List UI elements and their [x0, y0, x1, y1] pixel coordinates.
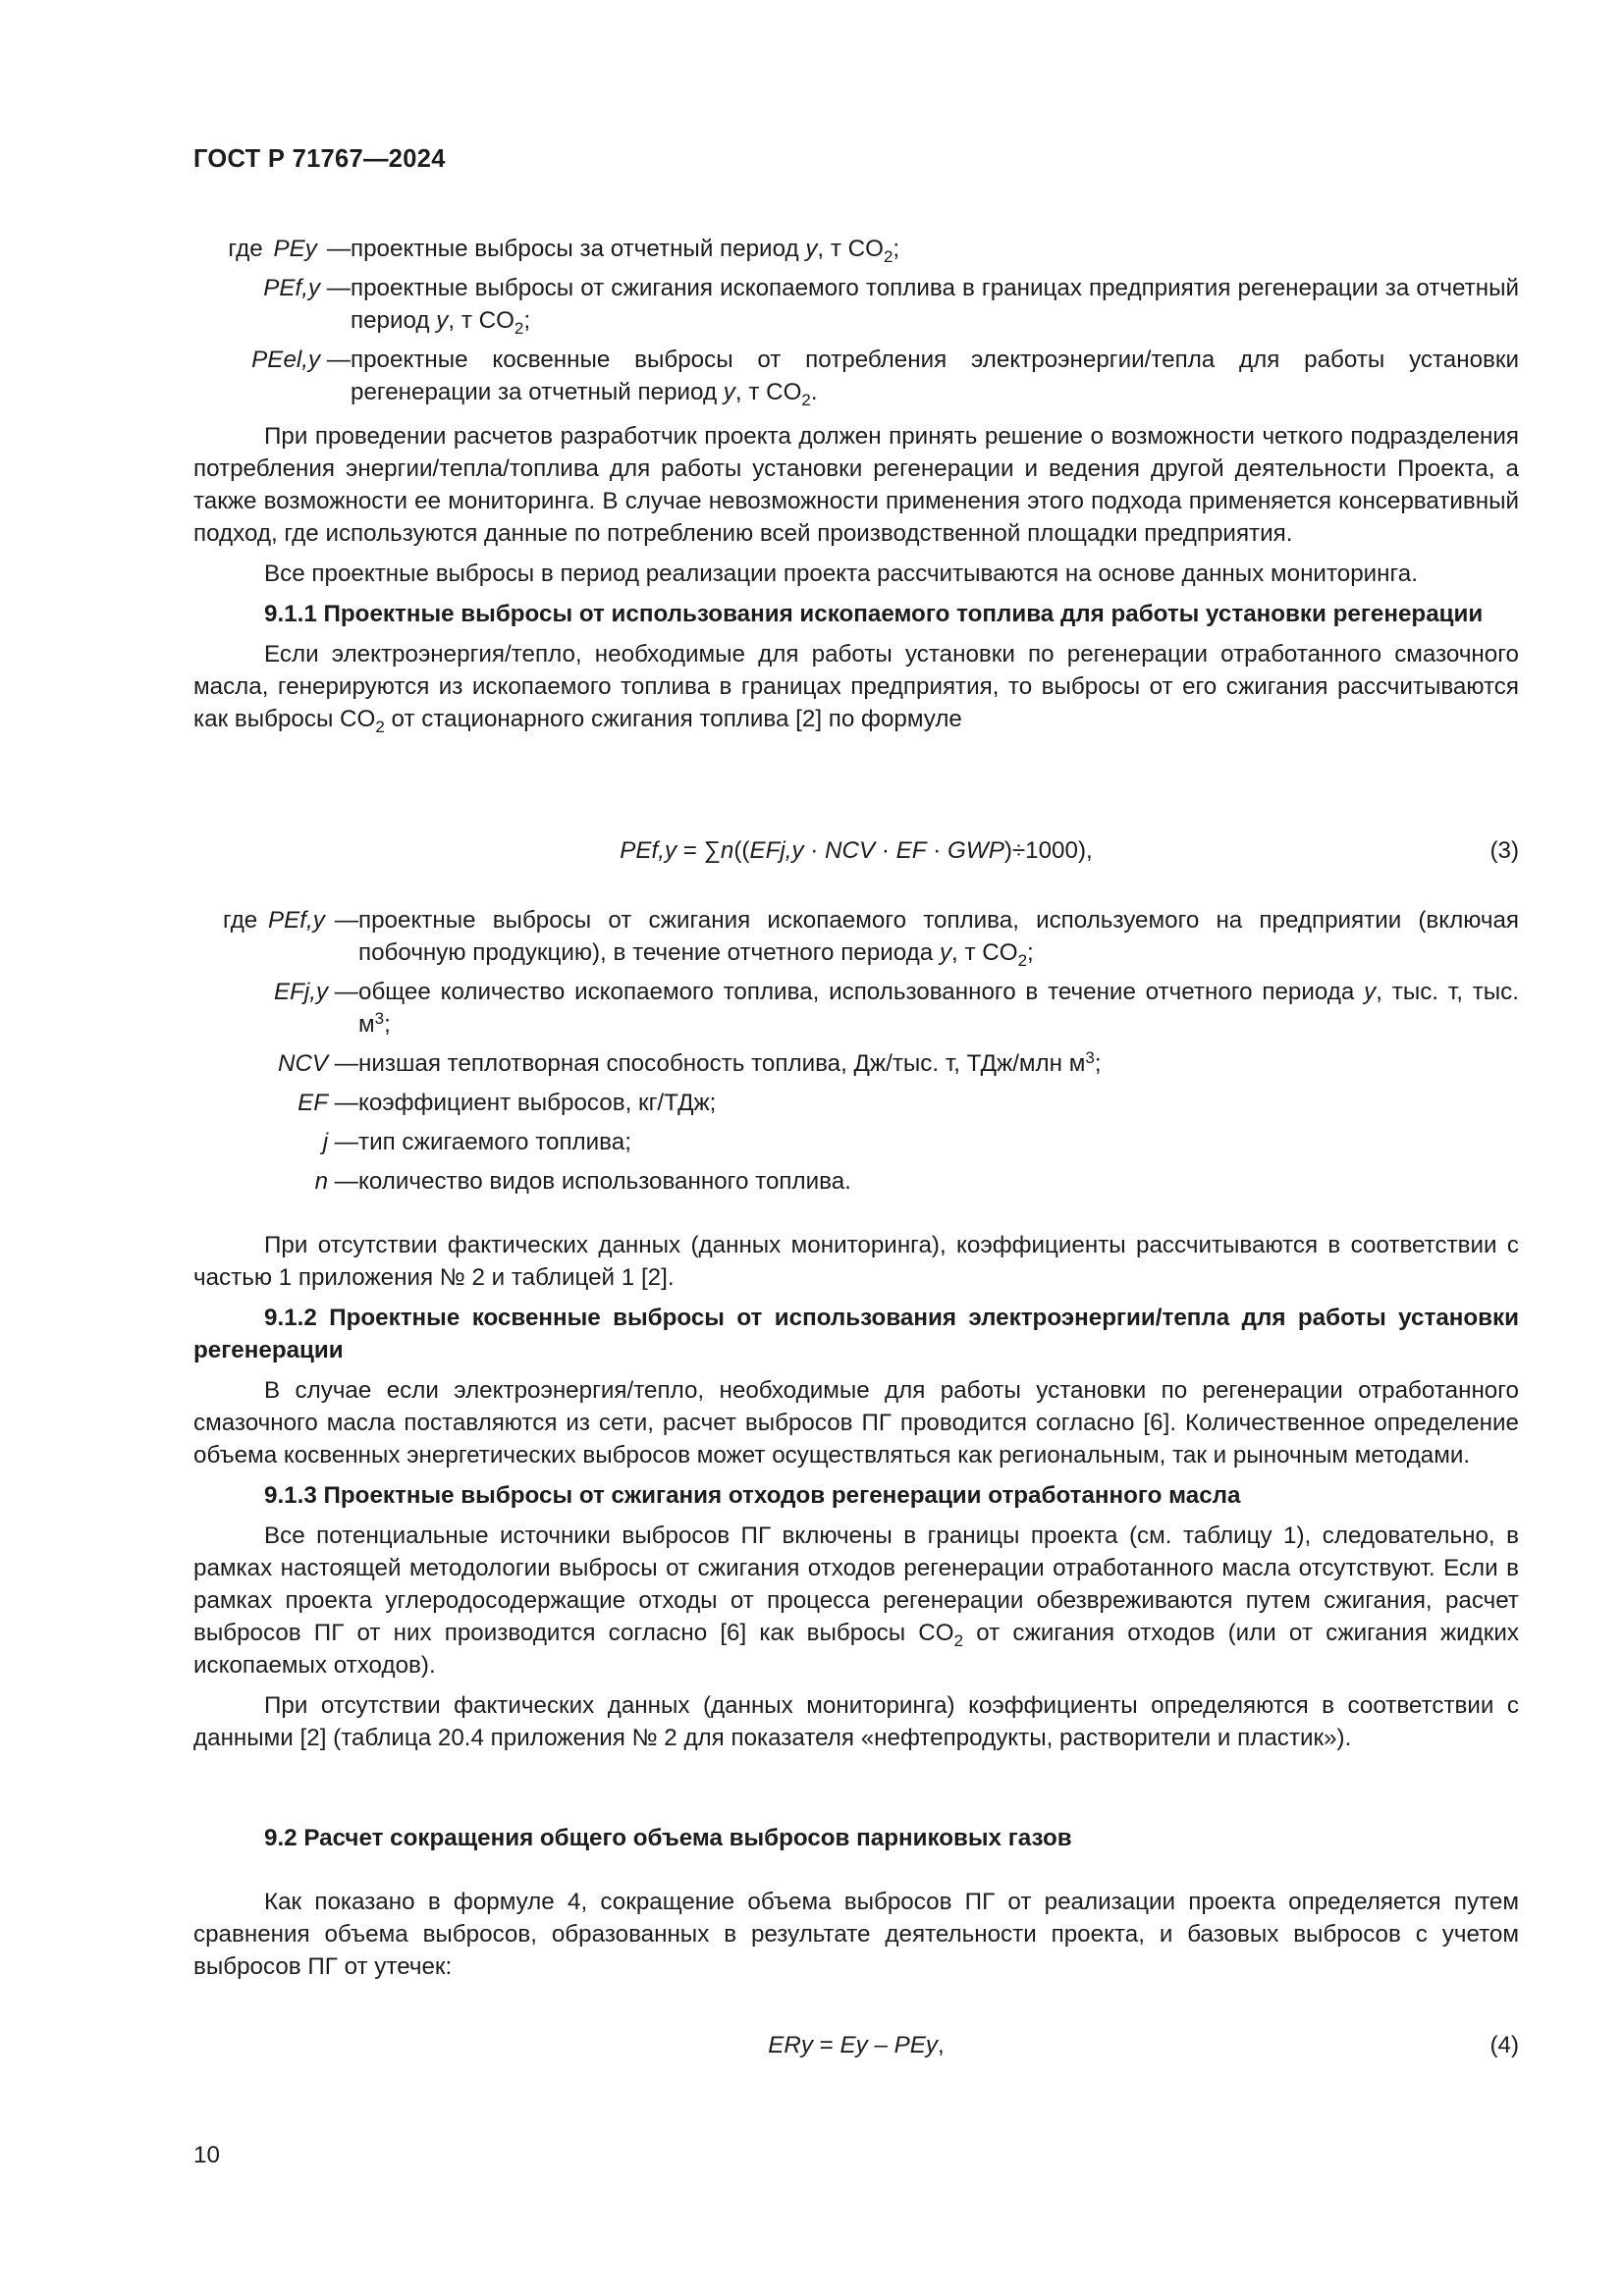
formula-expression: PEf,y = ∑n((EFj,y · NCV · EF · GWP)÷1000),	[620, 837, 1093, 864]
def-text: коэффициент выбросов, кг/ТДж;	[358, 1090, 717, 1116]
section-heading-9-1-3: 9.1.3 Проектные выбросы от сжигания отходов регенерации отработанного масла	[264, 1482, 1241, 1509]
formula-number: (4)	[1489, 2032, 1519, 2058]
section-heading-9-1-1: 9.1.1 Проектные выбросы от использования ископаемого топлива для работы установки регенерации	[264, 601, 1484, 627]
standard-title: ГОСТ Р 71767—2024	[193, 145, 446, 173]
def-symbol: EF —	[298, 1090, 358, 1116]
section-heading-9-1-2: 9.1.2 Проектные косвенные выбросы от использования электроэнергии/тепла для работы установки регенерации	[193, 1305, 1519, 1363]
def-text: проектные косвенные выбросы от потребления электроэнергии/тепла для работы установки регенерации за отчетный период y, т $CO_2$.	[351, 347, 1519, 409]
def-symbol: где PEf,y —	[222, 907, 358, 934]
paragraph: Если электроэнергия/тепло, необходимые для работы установки по регенерации отработанного смазочного масла, генерируются из ископаемого топлива в границах предприятия, то выбросы от его сжигания рассчитываются как выбросы $CO_2$ от стационарного сжигания топлива [2] по формуле	[193, 641, 1519, 736]
def-symbol: n —	[314, 1168, 358, 1195]
paragraph: При отсутствии фактических данных (данных мониторинга) коэффициенты определяются в соответствии с данными [2] (таблица 20.4 приложения № 2 для показателя «нефтепродукты, растворители и пластик»).	[193, 1692, 1519, 1751]
def-symbol: EFj,y —	[273, 979, 358, 1005]
paragraph: Как показано в формуле 4, сокращение объема выбросов ПГ от реализации проекта определяется путем сравнения объема выбросов, образованных в результате деятельности проекта, и базовых выбросов с учетом выбросов ПГ от утечек:	[193, 1889, 1519, 1980]
formula-3	[193, 834, 1519, 867]
def-symbol: где PEy —	[228, 236, 351, 262]
body-text-1	[193, 420, 1519, 735]
def-text: проектные выбросы от сжигания ископаемого топлива, используемого на предприятии (включая побочную продукцию), в течение отчетного периода y, т $CO_2$;	[358, 907, 1519, 970]
document-page	[193, 0, 1519, 2168]
def-symbol: j —	[322, 1129, 358, 1155]
section-heading-9-2: 9.2 Расчет сокращения общего объема выбросов парниковых газов	[264, 1825, 1072, 1851]
paragraph: При отсутствии фактических данных (данных мониторинга), коэффициенты рассчитываются в соответствии с частью 1 приложения № 2 и таблицей 1 [2].	[193, 1232, 1519, 1291]
page-number: 10	[193, 2142, 220, 2168]
def-symbol: PEf,y —	[263, 275, 351, 301]
def-symbol: PEel,y —	[251, 347, 351, 373]
formula-number: (3)	[1489, 837, 1519, 864]
def-text: проектные выбросы от сжигания ископаемого топлива в границах предприятия регенерации за отчетный период y, т $CO_2$;	[351, 275, 1519, 338]
def-text: тип сжигаемого топлива;	[358, 1129, 631, 1155]
body-text-2	[193, 1229, 1519, 1754]
paragraph: Все потенциальные источники выбросов ПГ включены в границы проекта (см. таблицу 1), следовательно, в рамках настоящей методологии выбросы от сжигания отходов регенерации отработанного масла отсутствуют. Если в рамках проекта углеродосодержащие отходы от процесса регенерации обезвреживаются путем сжигания, расчет выбросов ПГ от них производится согласно [6] как выбросы $CO_2$ от сжигания отходов (или от сжигания жидких ископаемых отходов).	[193, 1522, 1519, 1679]
body-text-3	[193, 1822, 1519, 1983]
def-text: низшая теплотворная способность топлива, Дж/тыс. т, ТДж/млн $м^3$;	[358, 1048, 1102, 1077]
definitions-formula-3	[193, 904, 1519, 1198]
def-text: общее количество ископаемого топлива, использованного в течение отчетного периода y, тыс. т, тыс. $м^3$;	[358, 979, 1519, 1038]
formula-4	[193, 2029, 1519, 2061]
def-symbol: NCV —	[278, 1050, 358, 1077]
def-text: проектные выбросы за отчетный период y, т $CO_2$;	[351, 236, 900, 266]
paragraph: В случае если электроэнергия/тепло, необходимые для работы установки по регенерации отработанного смазочного масла поставляются из сети, расчет выбросов ПГ проводится согласно [6]. Количественное определение объема косвенных энергетических выбросов может осуществляться как региональным, так и рыночным методами.	[193, 1377, 1519, 1468]
paragraph: При проведении расчетов разработчик проекта должен принять решение о возможности четкого подразделения потребления энергии/тепла/топлива для работы установки регенерации и ведения другой деятельности Проекта, а также возможности ее мониторинга. В случае невозможности применения этого подхода применяется консервативный подход, где используются данные по потреблению всей производственной площадки предприятия.	[193, 423, 1519, 547]
paragraph: Все проектные выбросы в период реализации проекта рассчитываются на основе данных мониторинга.	[264, 561, 1418, 587]
definitions-pe	[193, 233, 1519, 408]
def-text: количество видов использованного топлива.	[358, 1168, 851, 1195]
formula-expression: ERy = Ey – PEy,	[768, 2032, 945, 2058]
